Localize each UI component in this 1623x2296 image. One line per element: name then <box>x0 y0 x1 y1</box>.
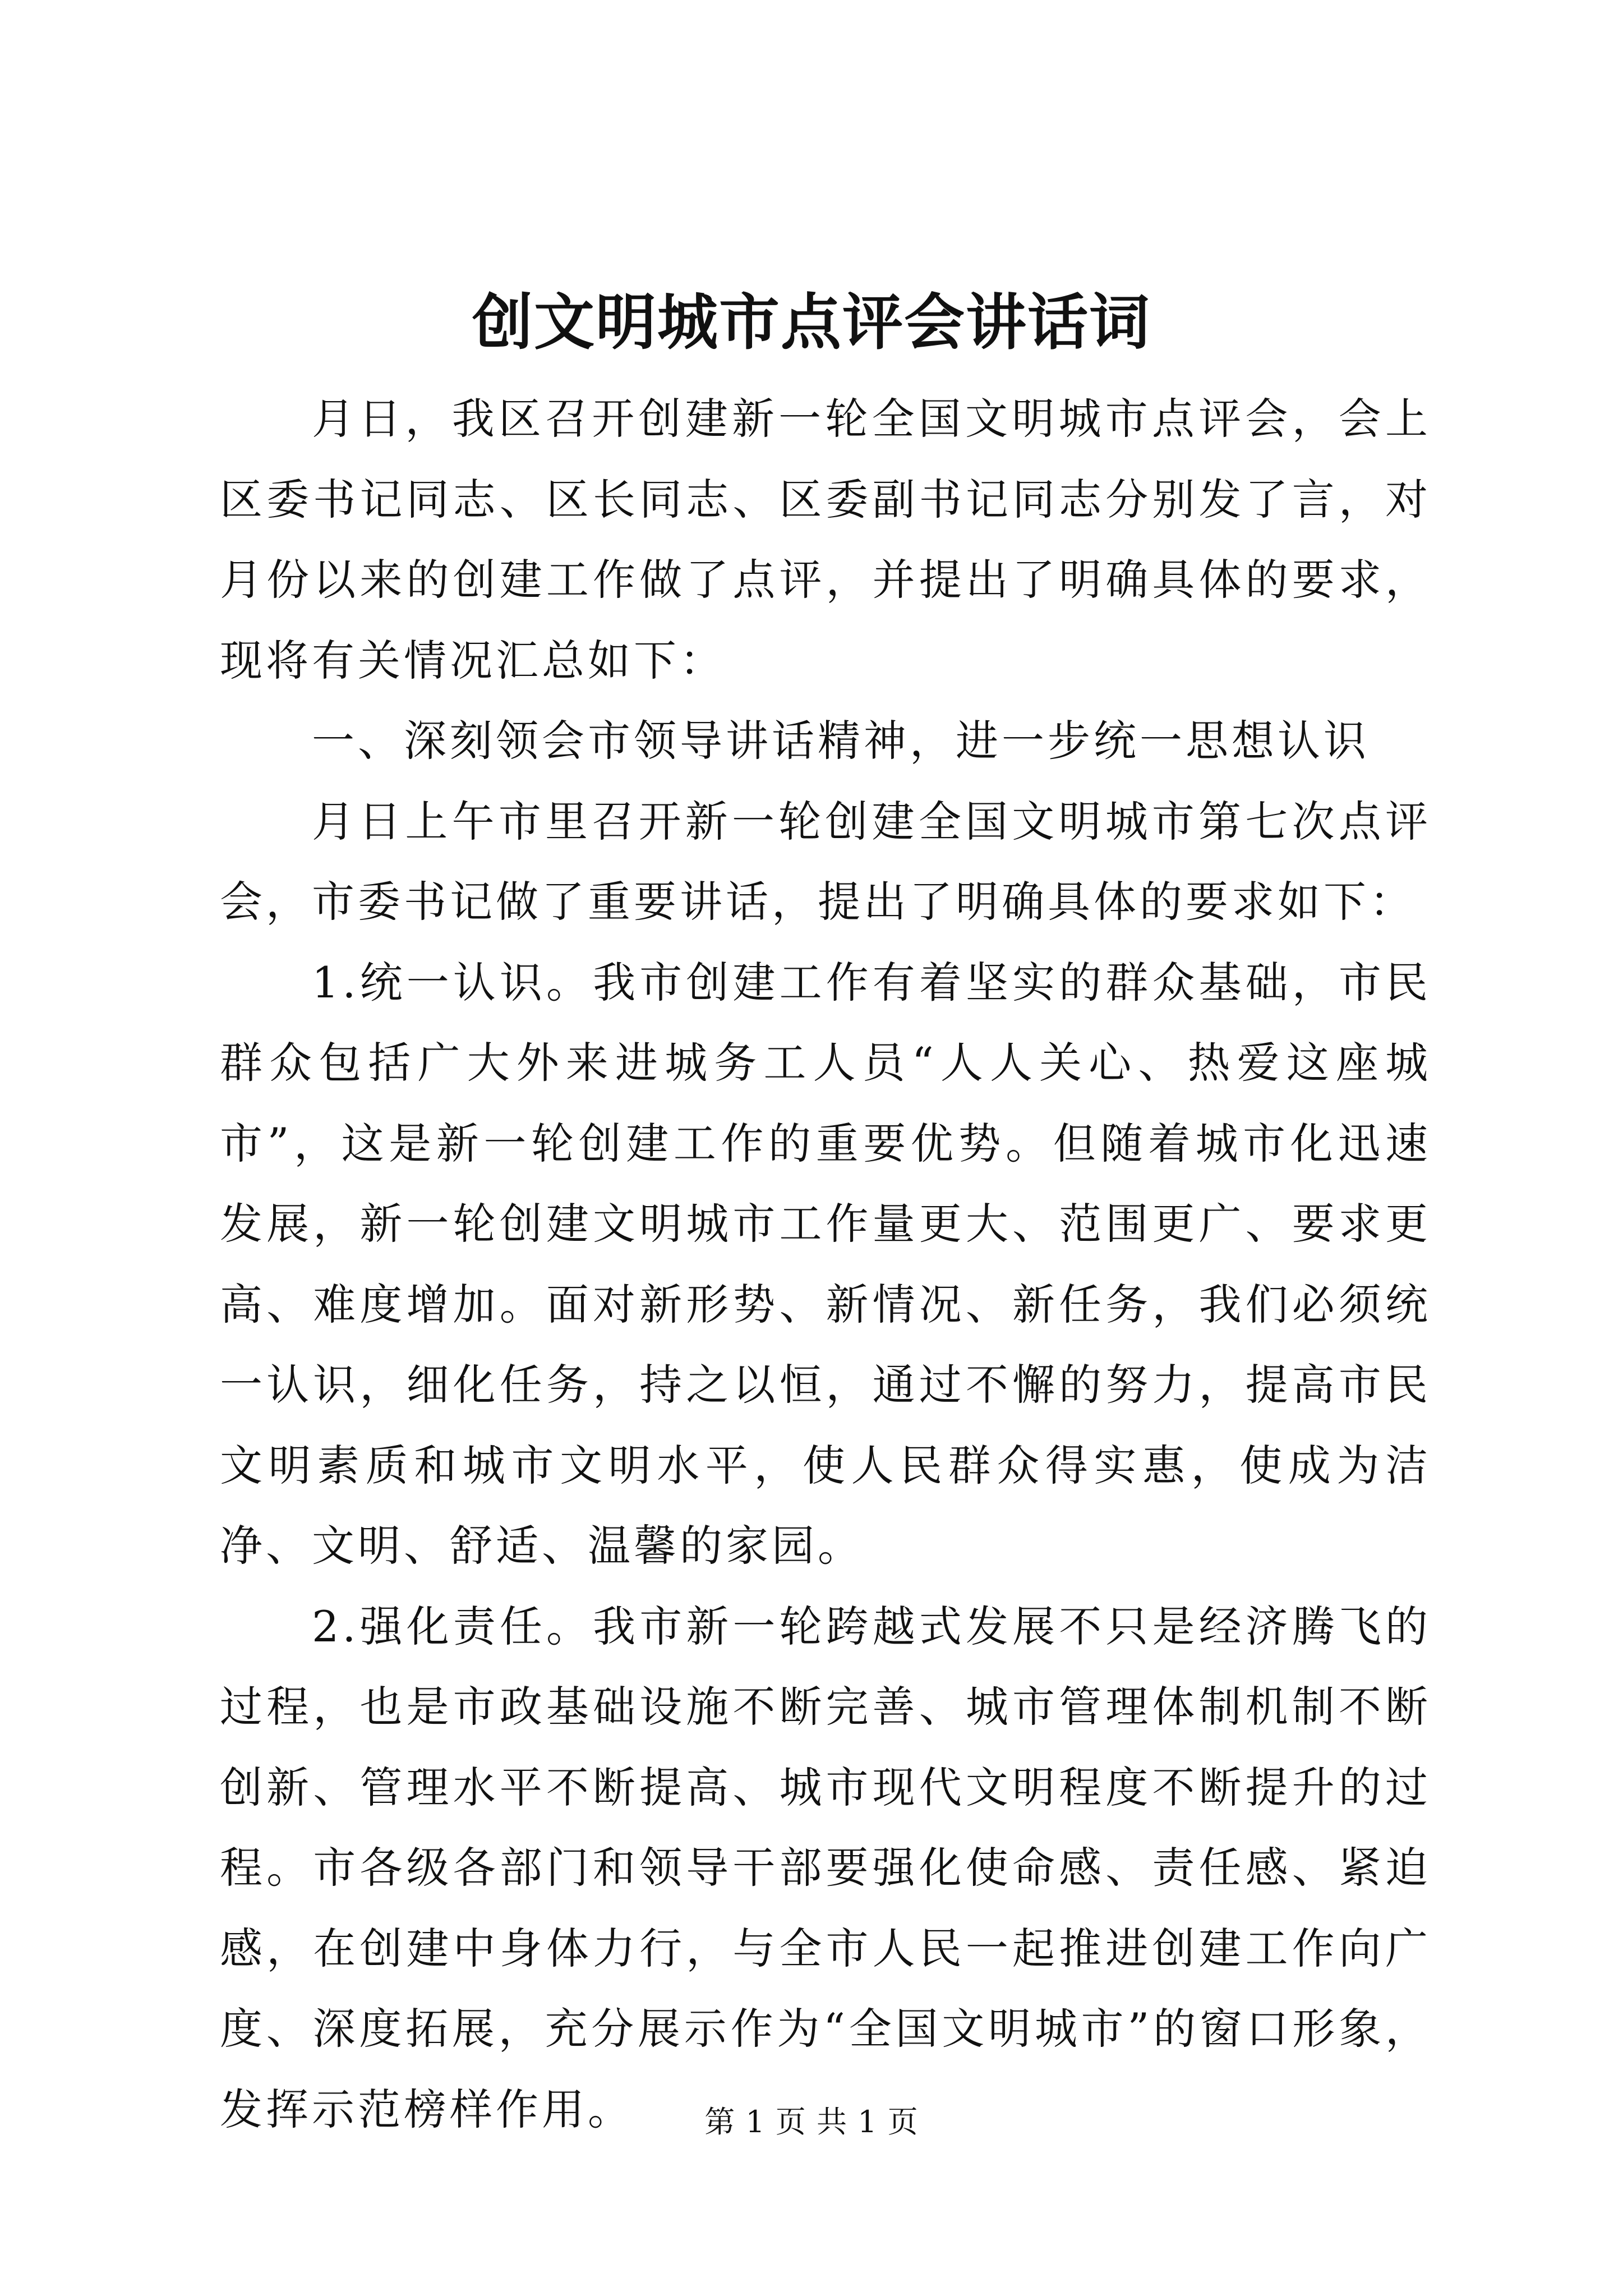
document-body <box>220 379 1431 2150</box>
document-title: 创文明城市点评会讲话词 <box>472 287 1151 358</box>
paragraph-meeting: 月日上午市里召开新一轮创建全国文明城市第七次点评会，市委书记做了重要讲话，提出了明确具体的要求如下： <box>220 796 1431 927</box>
paragraph-point-2: 2.强化责任。我市新一轮跨越式发展不只是经济腾飞的过程，也是市政基础设施不断完善、城市管理体制机制不断创新、管理水平不断提高、城市现代文明程度不断提升的过程。市各级各部门和领导干部要强化使命感、责任感、紧迫感，在创建中身体力行，与全市人民一起推进创建工作向广度、深度拓展，充分展示作为“全国文明城市”的窗口形象，发挥示范榜样作用。 <box>220 1601 1431 2134</box>
page-footer: 第 1 页 共 1 页 <box>704 2104 919 2139</box>
section-heading-1: 一、深刻领会市领导讲话精神，进一步统一思想认识 <box>312 716 1370 766</box>
paragraph-intro: 月日，我区召开创建新一轮全国文明城市点评会，会上区委书记同志、区长同志、区委副书记同志分别发了言，对月份以来的创建工作做了点评，并提出了明确具体的要求，现将有关情况汇总如下： <box>220 394 1431 685</box>
paragraph-point-1: 1.统一认识。我市创建工作有着坚实的群众基础，市民群众包括广大外来进城务工人员“人人关心、热爱这座城市”，这是新一轮创建工作的重要优势。但随着城市化迅速发展，新一轮创建文明城市工作量更大、范围更广、要求更高、难度增加。面对新形势、新情况、新任务，我们必须统一认识，细化任务，持之以恒，通过不懈的努力，提高市民文明素质和城市文明水平，使人民群众得实惠，使成为洁净、文明、舒适、温馨的家园。 <box>220 957 1431 1571</box>
